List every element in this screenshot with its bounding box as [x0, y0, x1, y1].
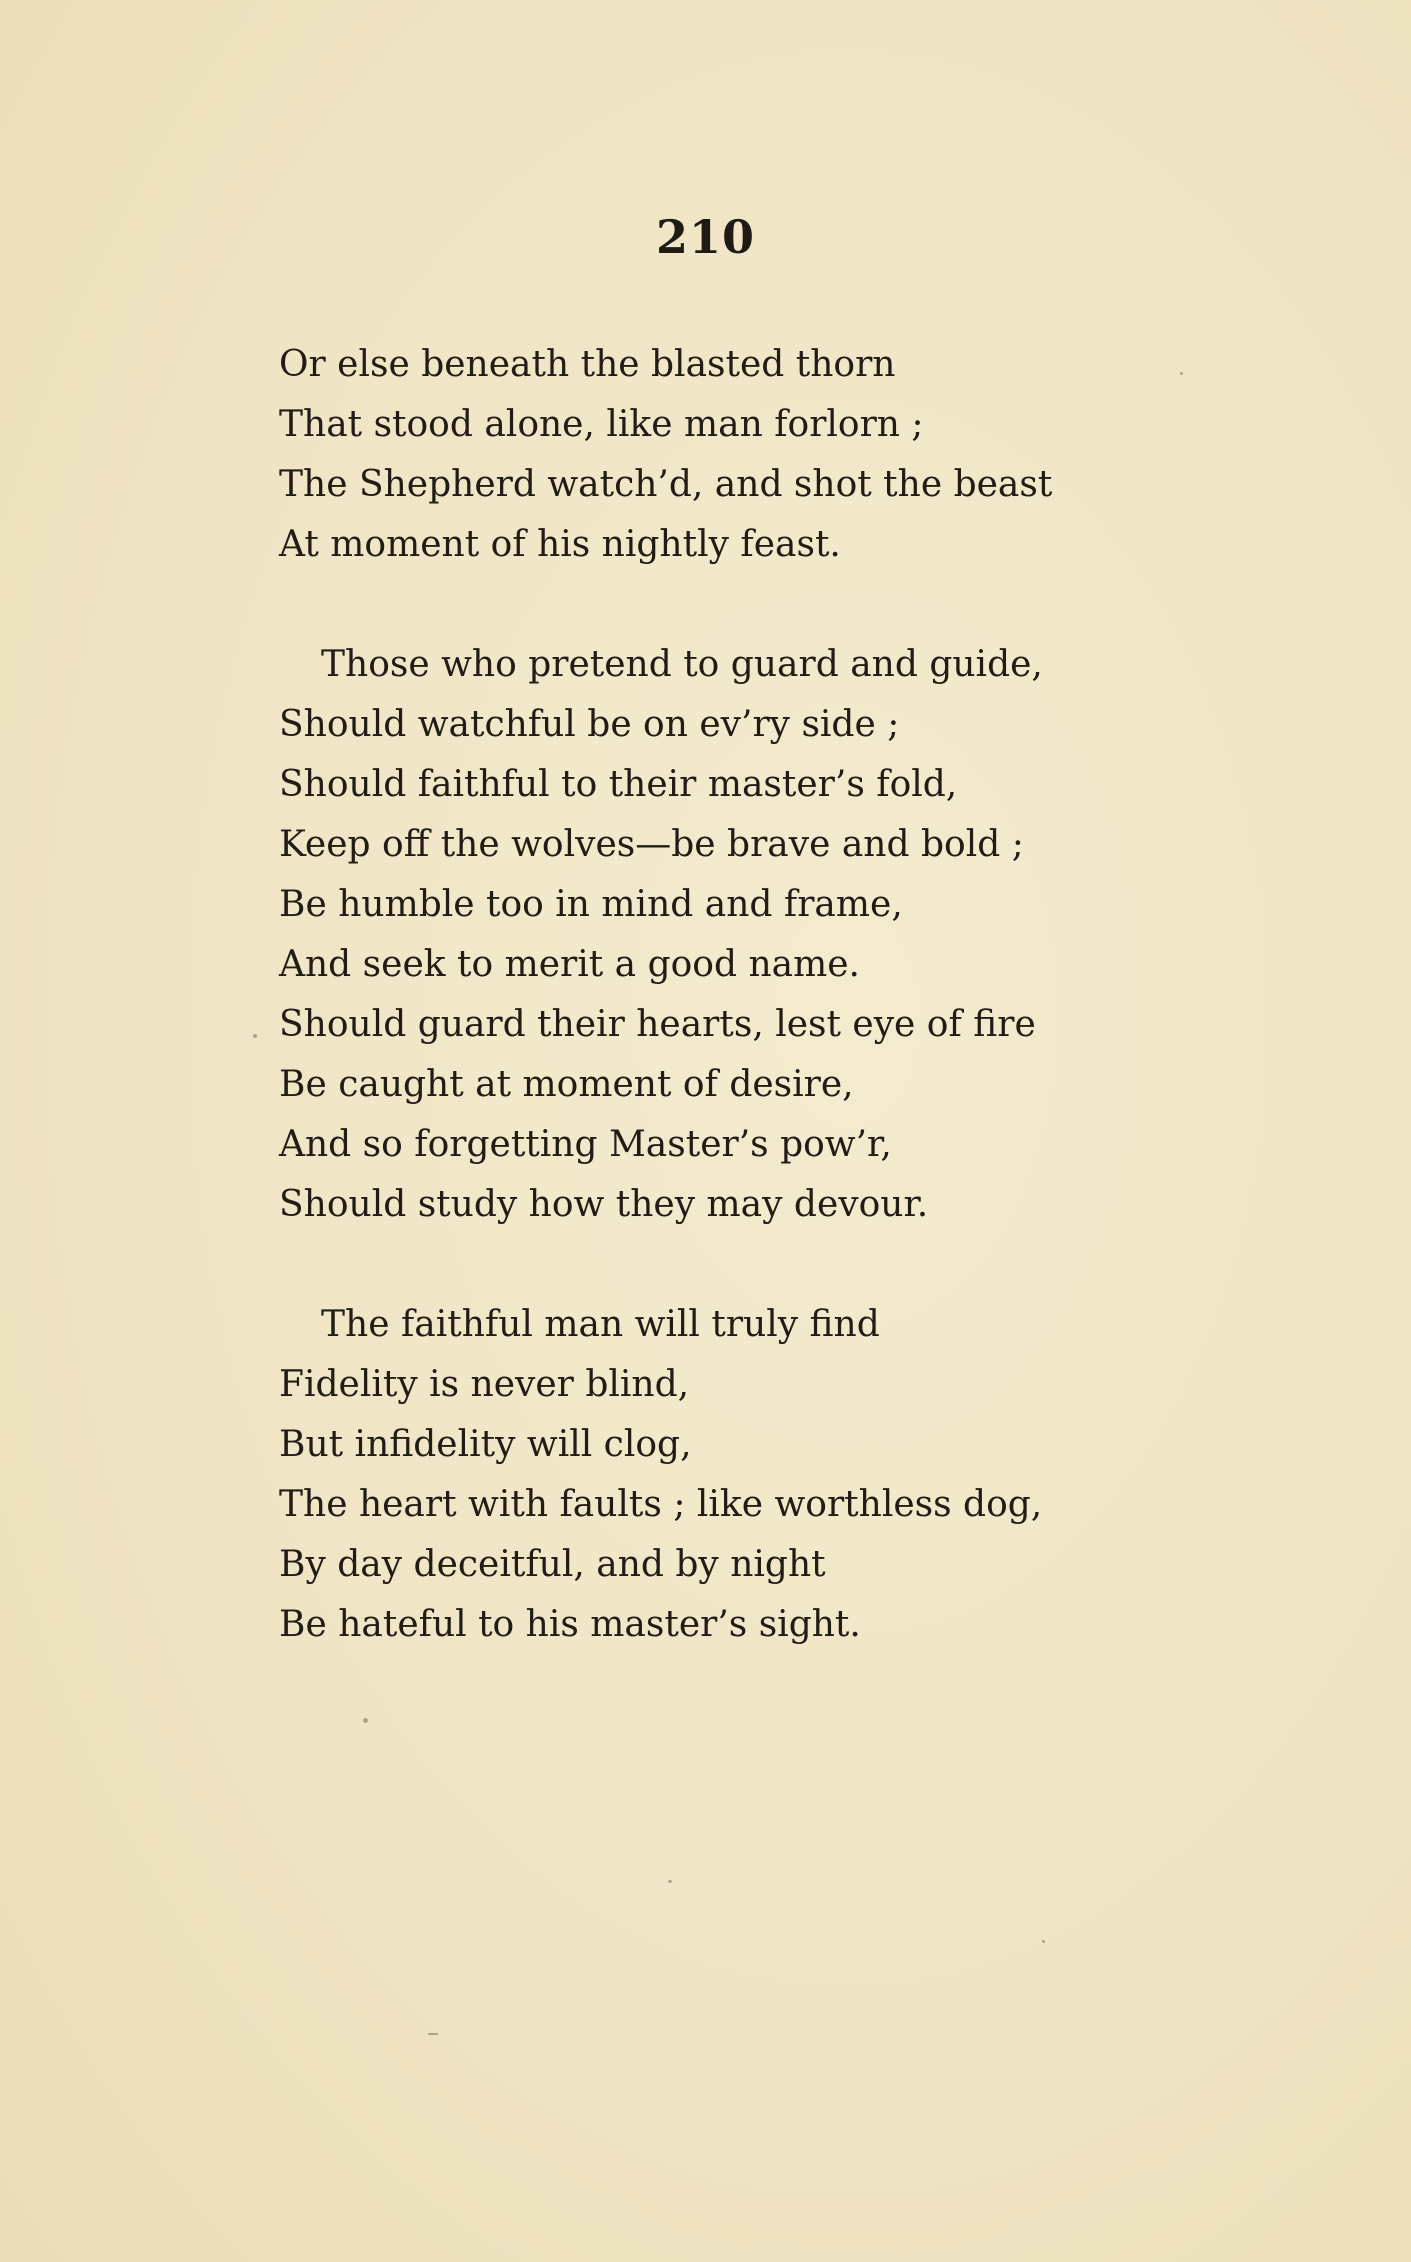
poem-line: And seek to merit a good name.	[279, 944, 860, 985]
paper-speck	[428, 2033, 438, 2035]
paper-speck	[1042, 1940, 1045, 1943]
poem-line: But infidelity will clog,	[279, 1424, 692, 1465]
stanza-2	[279, 635, 1239, 1235]
paper-speck	[668, 1880, 672, 1883]
poem-line: Should study how they may devour.	[279, 1184, 929, 1225]
poem-line: Be hateful to his master’s sight.	[279, 1604, 861, 1645]
poem-line: By day deceitful, and by night	[279, 1544, 826, 1585]
poem-line: Those who pretend to guard and guide,	[321, 644, 1043, 685]
poem-line: Should watchful be on ev’ry side ;	[279, 704, 900, 745]
poem-line: The faithful man will truly find	[321, 1304, 880, 1345]
poem-line: Keep off the wolves—be brave and bold ;	[279, 824, 1024, 865]
poem-line: Or else beneath the blasted thorn	[279, 344, 896, 385]
poem-line: Be humble too in mind and frame,	[279, 884, 903, 925]
paper-speck	[1180, 372, 1183, 375]
poem-line: And so forgetting Master’s pow’r,	[279, 1124, 892, 1165]
poem-line: Fidelity is never blind,	[279, 1364, 690, 1405]
poem-line: Should faithful to their master’s fold,	[279, 764, 958, 805]
paper-speck	[253, 1034, 257, 1038]
stanza-3	[279, 1295, 1239, 1655]
poem-line: Be caught at moment of desire,	[279, 1064, 854, 1105]
poem-line: Should guard their hearts, lest eye of fire	[279, 1004, 1036, 1045]
poem-line: The Shepherd watch’d, and shot the beast	[279, 464, 1053, 505]
poem-line: The heart with faults ; like worthless dog,	[279, 1484, 1043, 1525]
page-number: 210	[655, 210, 756, 264]
poem-line: That stood alone, like man forlorn ;	[279, 404, 924, 445]
poem	[279, 335, 1239, 1715]
poem-line: At moment of his nightly feast.	[279, 524, 841, 565]
stanza-1	[279, 335, 1239, 575]
paper-speck	[363, 1718, 368, 1723]
